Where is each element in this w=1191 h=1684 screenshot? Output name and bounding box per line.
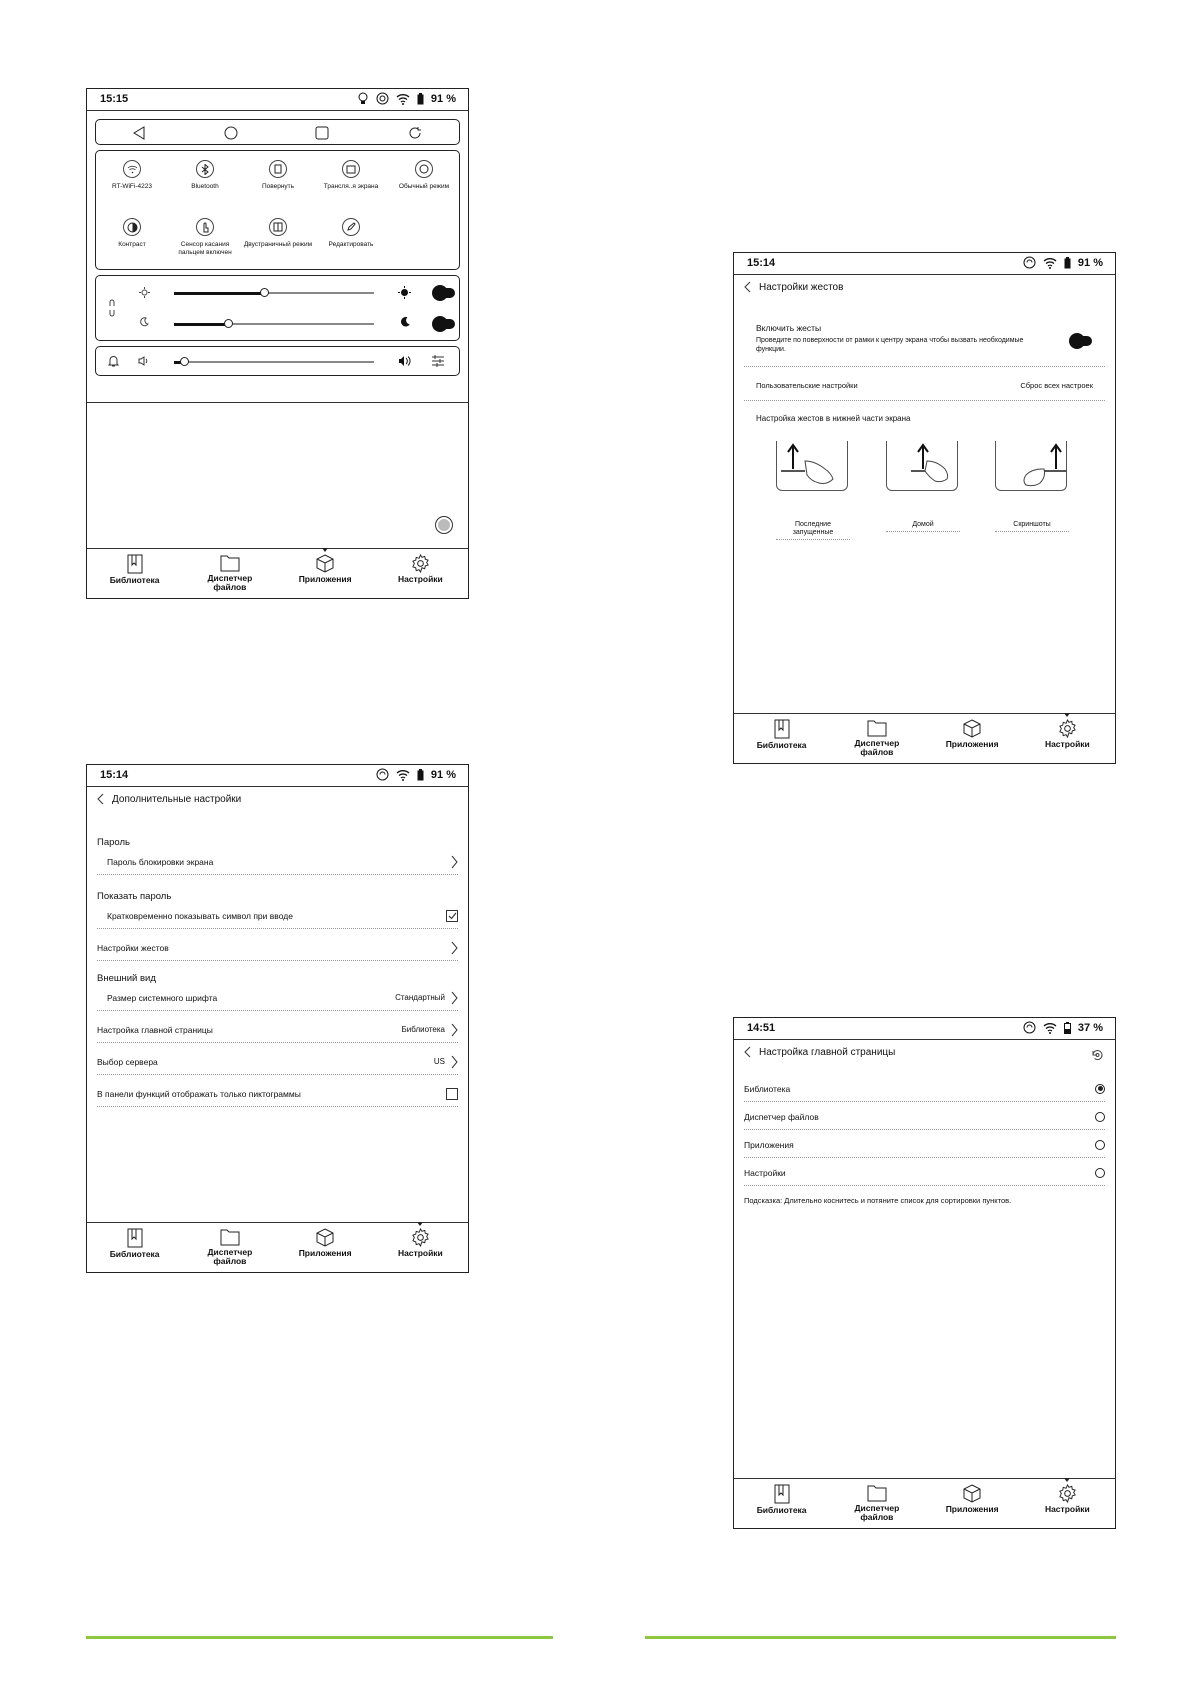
show-password-checkbox[interactable] [446,910,458,922]
option-label: Приложения [744,1139,794,1150]
nav-apps[interactable]: Приложения [278,1223,373,1272]
volume-slider[interactable] [174,361,374,363]
tile-screencast[interactable]: Трансля..я экрана [316,160,386,191]
tile-wifi[interactable]: RT-WiFi-4223 [97,160,167,191]
sync-icon [1023,256,1036,269]
gesture-card-label: Домой [886,521,960,532]
bottom-nav [87,548,468,598]
radio-selected[interactable] [1095,1084,1105,1094]
status-time: 15:15 [100,93,129,105]
wifi-icon [1043,257,1057,269]
wifi-icon [396,769,410,781]
warm-light-toggle[interactable] [433,319,455,329]
battery-percent: 91 % [430,768,456,781]
battery-icon [1064,257,1071,269]
bluetooth-icon [201,164,209,175]
library-icon [126,554,144,574]
contrast-icon [127,222,138,233]
gear-icon [1058,719,1077,738]
tile-rotate[interactable]: Повернуть [243,160,313,191]
home-option-apps[interactable] [744,1132,1105,1158]
footer-line-left [86,1636,553,1639]
folder-icon [867,719,887,737]
gesture-card-label: Последние запущенные [776,521,850,540]
row-value: Библиотека [401,1025,445,1034]
refresh-icon[interactable] [408,126,422,140]
nav-settings[interactable]: Настройки [373,1223,468,1272]
bottom-gestures-section: Настройка жестов в нижней части экрана [756,414,911,423]
cast-icon [346,165,356,174]
nav-files[interactable]: Диспетчер файлов [829,714,924,763]
font-size-row[interactable] [97,985,458,1011]
home-icon[interactable] [224,126,238,140]
bottom-nav [734,1478,1115,1528]
page-title: Настройки жестов [759,281,844,293]
library-icon [773,1484,791,1504]
gesture-card-screenshots[interactable] [995,441,1069,532]
quick-tiles-panel [95,150,460,270]
enable-gestures-desc: Проведите по поверхности от рамки к центру экрана чтобы вызвать необходимые функции. [756,337,1024,353]
status-bar [87,89,468,111]
option-label: Настройки [744,1167,786,1178]
gear-icon [411,1228,430,1247]
footer-line-right [645,1636,1116,1639]
gesture-card-label: Скриншоты [995,521,1069,532]
section-password: Пароль [97,837,130,848]
enable-gestures-toggle[interactable] [1070,336,1092,346]
check-icon [448,912,457,920]
nav-settings[interactable]: Настройки [373,549,468,598]
gear-icon [411,554,430,573]
tile-edit[interactable]: Редактировать [316,218,386,249]
bell-icon[interactable] [108,355,119,367]
back-arrow-icon[interactable] [744,1046,751,1058]
folder-icon [220,1228,240,1246]
nav-apps[interactable]: Приложения [278,549,373,598]
enable-gestures-block [756,323,1036,354]
section-appearance: Внешний вид [97,973,156,984]
gesture-card-recent[interactable] [776,441,850,540]
row-label: Выбор сервера [97,1056,158,1067]
status-time: 14:51 [747,1022,776,1034]
folder-icon [220,554,240,572]
home-option-files[interactable] [744,1104,1105,1130]
gesture-card-home[interactable] [886,441,960,532]
quick-panel-screen [86,88,469,599]
nav-library[interactable]: Библиотека [87,1223,182,1272]
home-page-row[interactable] [97,1017,458,1043]
gesture-settings-row[interactable] [97,935,458,961]
cube-icon [963,1484,981,1503]
advanced-settings-screen [86,764,469,1273]
nav-settings[interactable]: Настройки [1020,714,1115,763]
floating-button[interactable] [435,516,453,534]
home-page-setup-screen [733,1017,1116,1529]
panel-divider [87,402,468,403]
battery-icon [417,93,424,105]
status-bar [734,1018,1115,1040]
back-arrow-icon[interactable] [744,281,751,293]
home-option-library[interactable] [744,1076,1105,1102]
page-header [744,1046,895,1058]
moon-outline-icon [139,317,149,327]
nav-library[interactable]: Библиотека [87,549,182,598]
gear-icon [1058,1484,1077,1503]
chevron-right-icon [451,991,458,1005]
radio[interactable] [1095,1140,1105,1150]
sync-icon [1023,1021,1036,1034]
status-bar [87,765,468,787]
warm-light-slider[interactable] [174,323,374,325]
swipe-up-hand-icon [777,441,849,491]
status-time: 15:14 [100,769,129,781]
row-label: Кратковременно показывать символ при вводе [107,910,293,921]
option-label: Диспетчер файлов [744,1111,819,1122]
rotate-icon [273,164,283,174]
battery-low-icon [1064,1022,1071,1034]
enable-gestures-label: Включить жесты [756,323,822,333]
finger-touch-icon [201,222,210,233]
row-label: Настройка главной страницы [97,1024,213,1035]
bottom-nav [87,1222,468,1272]
lightbulb-icon [357,92,369,105]
volume-high-icon [398,355,411,367]
link-icon[interactable] [108,299,116,317]
server-row[interactable] [97,1049,458,1075]
tile-touch[interactable]: Сенсор касания пальцем включен [170,218,240,256]
sync-icon [419,164,429,174]
battery-percent: 91 % [430,92,456,105]
row-label: Размер системного шрифта [107,992,218,1003]
row-value: US [433,1057,445,1066]
nav-files[interactable]: Диспетчер файлов [182,549,277,598]
sync-icon [376,768,389,781]
page-header [744,281,843,293]
row-label: Пароль блокировки экрана [107,856,214,867]
divider [744,366,1105,367]
library-icon [126,1228,144,1248]
bottom-nav [734,713,1115,763]
nav-apps[interactable]: Приложения [925,1479,1020,1528]
nav-apps[interactable]: Приложения [925,714,1020,763]
lock-password-row[interactable] [97,849,458,875]
front-light-slider[interactable] [174,292,374,294]
active-marker [1064,1478,1070,1482]
sun-high-icon [398,286,411,299]
sync-icon [376,92,389,105]
icons-only-checkbox[interactable] [446,1088,458,1100]
nav-settings[interactable]: Настройки [1020,1479,1115,1528]
cube-icon [316,554,334,573]
battery-percent: 37 % [1077,1021,1103,1034]
home-option-settings[interactable] [744,1160,1105,1186]
battery-icon [417,769,424,781]
tile-two-page[interactable]: Двустраничный режим [243,218,313,249]
radio[interactable] [1095,1112,1105,1122]
reset-all-button[interactable]: Сброс всех настроек [1020,381,1093,390]
section-show-password: Показать пароль [97,891,172,902]
radio[interactable] [1095,1168,1105,1178]
nav-library[interactable]: Библиотека [734,1479,829,1528]
library-icon [773,719,791,739]
sun-low-icon [139,287,150,298]
moon-filled-icon [399,316,411,328]
active-marker [1064,713,1070,717]
wifi-icon [1043,1022,1057,1034]
status-time: 15:14 [747,257,776,269]
swipe-up-hand-icon [887,441,959,491]
swipe-up-hand-icon [996,441,1068,491]
pencil-icon [346,222,356,232]
wifi-icon [127,165,138,174]
back-arrow-icon[interactable] [97,793,104,805]
gesture-settings-screen [733,252,1116,764]
wifi-icon [396,93,410,105]
chevron-right-icon [451,1055,458,1069]
volume-panel [95,346,460,376]
row-value: Стандартный [395,993,445,1002]
tile-bluetooth[interactable]: Bluetooth [170,160,240,191]
status-bar [734,253,1115,275]
option-label: Библиотека [744,1083,791,1094]
equalizer-icon[interactable] [431,355,445,367]
row-label: Настройки жестов [97,942,169,953]
row-label: В панели функций отображать только пиктограммы [97,1088,301,1099]
tile-contrast[interactable]: Контраст [97,218,167,249]
folder-icon [867,1484,887,1502]
navigation-bar [95,119,460,145]
active-marker [322,548,328,552]
page-header [97,793,241,805]
icons-only-row[interactable] [97,1081,458,1107]
page-title: Дополнительные настройки [112,793,242,805]
divider [744,400,1105,401]
cube-icon [963,719,981,738]
custom-settings-link[interactable]: Пользовательские настройки [756,381,858,390]
show-password-row[interactable] [97,903,458,929]
nav-files[interactable]: Диспетчер файлов [182,1223,277,1272]
active-marker [417,1222,423,1226]
nav-files[interactable]: Диспетчер файлов [829,1479,924,1528]
chevron-right-icon [451,855,458,869]
front-light-toggle[interactable] [433,288,455,298]
reset-icon[interactable] [1090,1048,1105,1062]
battery-percent: 91 % [1077,256,1103,269]
tile-normal-mode[interactable]: Обычный режим [389,160,459,191]
two-page-icon [273,222,283,232]
volume-low-icon [138,356,149,366]
chevron-right-icon [451,1023,458,1037]
chevron-right-icon [451,941,458,955]
sort-hint: Подсказка: Длительно коснитесь и потяните список для сортировки пунктов. [744,1196,1012,1205]
page-title: Настройка главной страницы [759,1046,896,1058]
light-panel [95,275,460,341]
recent-apps-icon[interactable] [315,126,329,140]
nav-library[interactable]: Библиотека [734,714,829,763]
cube-icon [316,1228,334,1247]
back-icon[interactable] [132,126,146,140]
